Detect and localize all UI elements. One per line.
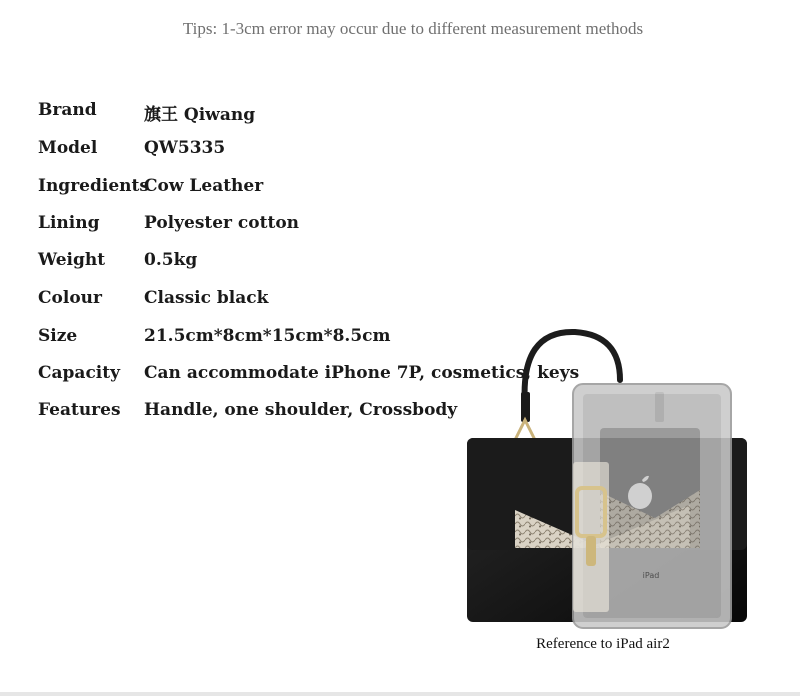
reference-caption: Reference to iPad air2	[536, 636, 670, 652]
spec-value: 21.5cm*8cm*15cm*8.5cm	[144, 326, 391, 346]
spec-label: Lining	[38, 213, 100, 233]
spec-label: Colour	[38, 288, 102, 308]
spec-label: Brand	[38, 100, 97, 120]
spec-label: Ingredients	[38, 176, 149, 196]
spec-value: 旗王 Qiwang	[144, 105, 256, 125]
spec-value: Classic black	[144, 288, 269, 308]
spec-value: Polyester cotton	[144, 213, 300, 233]
spec-value: Can accommodate iPhone 7P, cosmetics, keys	[144, 363, 580, 383]
svg-text:iPad: iPad	[642, 571, 660, 580]
spec-value: 0.5kg	[144, 250, 198, 270]
spec-value: Handle, one shoulder, Crossbody	[144, 400, 458, 420]
bottom-divider	[0, 692, 800, 696]
spec-label: Weight	[38, 250, 106, 270]
spec-label: Capacity	[38, 363, 120, 383]
spec-label: Size	[38, 326, 78, 346]
handbag-with-ipad-image	[455, 320, 800, 630]
spec-label: Features	[38, 400, 121, 420]
spec-value: Cow Leather	[144, 176, 264, 196]
spec-label: Model	[38, 138, 98, 158]
spec-value: QW5335	[144, 138, 226, 158]
measurement-tips: Tips: 1-3cm error may occur due to different measurement methods	[182, 19, 644, 38]
